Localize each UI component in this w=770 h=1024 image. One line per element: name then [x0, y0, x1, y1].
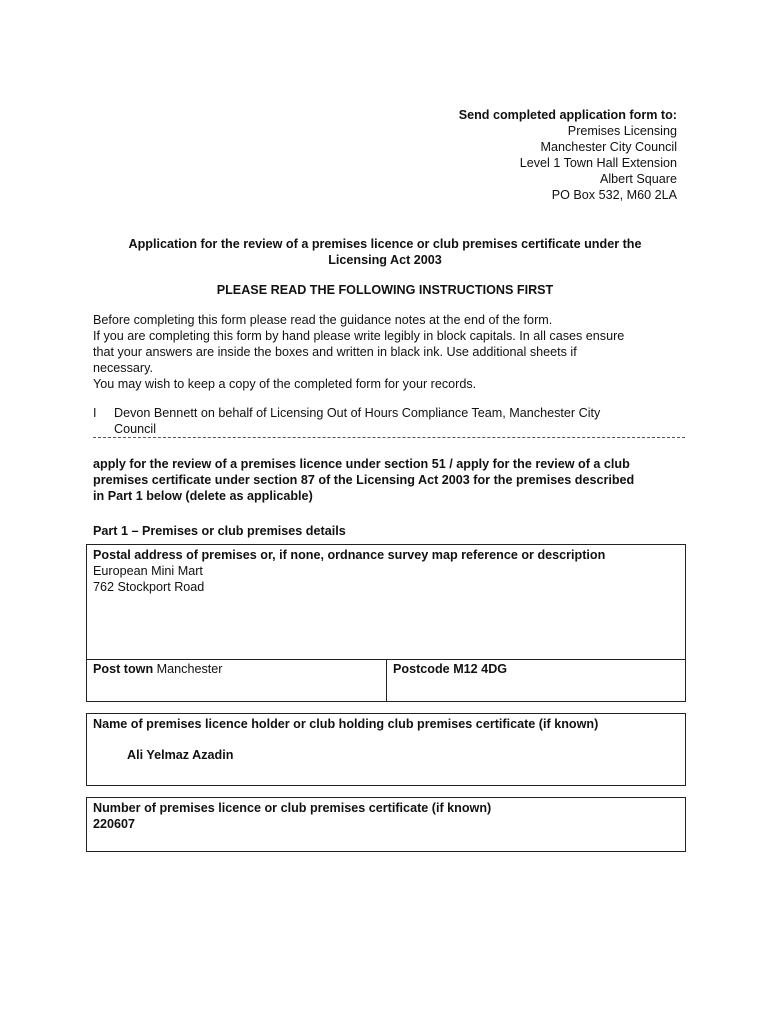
instructions-text [93, 312, 683, 392]
form-title-line: Application for the review of a premises licence or club premises certificate under the [128, 237, 642, 251]
licence-number-value: 220607 [93, 817, 136, 831]
applicant-field[interactable] [93, 405, 685, 438]
instruction-line: that your answers are inside the boxes and written in black ink. Use additional sheets if [93, 345, 577, 359]
instruction-line: Before completing this form please read the guidance notes at the end of the form. [93, 313, 553, 327]
part1-heading: Part 1 – Premises or club premises details [93, 524, 346, 538]
postcode-label: Postcode [393, 662, 450, 676]
licence-number-label: Number of premises licence or club premises certificate (if known) [93, 801, 492, 815]
licence-holder-box[interactable] [86, 713, 686, 786]
premises-address-label: Postal address of premises or, if none, ordnance survey map reference or description [93, 548, 606, 562]
instruction-line: If you are completing this form by hand please write legibly in block capitals. In all cases ensure [93, 329, 625, 343]
send-to-line: Premises Licensing [567, 124, 677, 138]
apply-statement-line: apply for the review of a premises licence under section 51 / apply for the review of a club [93, 457, 630, 471]
box-divider [386, 659, 387, 701]
licence-number-box[interactable] [86, 797, 686, 852]
post-town-value: Manchester [156, 662, 223, 676]
instruction-line: necessary. [93, 361, 153, 375]
apply-statement-line: premises certificate under section 87 of the Licensing Act 2003 for the premises described [93, 473, 635, 487]
premises-address-box[interactable] [86, 544, 686, 702]
premises-address-line: 762 Stockport Road [93, 580, 205, 594]
applicant-name [114, 405, 674, 437]
postcode-value: M12 4DG [453, 662, 508, 676]
postcode-field[interactable] [393, 661, 507, 677]
instruction-line: You may wish to keep a copy of the completed form for your records. [93, 377, 477, 391]
send-to-line: Manchester City Council [540, 140, 677, 154]
form-title [93, 236, 677, 268]
post-town-field[interactable] [93, 661, 222, 677]
send-to-heading: Send completed application form to: [458, 108, 677, 122]
instructions-heading: PLEASE READ THE FOLLOWING INSTRUCTIONS FIRST [216, 283, 554, 297]
applicant-prefix: I [93, 406, 97, 420]
send-to-line: Level 1 Town Hall Extension [519, 156, 677, 170]
applicant-name-line: Devon Bennett on behalf of Licensing Out of Hours Compliance Team, Manchester City [114, 406, 601, 420]
premises-address-content [93, 547, 605, 595]
post-town-label: Post town [93, 662, 154, 676]
send-to-line: PO Box 532, M60 2LA [551, 188, 677, 202]
send-to-line: Albert Square [599, 172, 677, 186]
send-to-address [357, 107, 677, 203]
premises-address-line: European Mini Mart [93, 564, 203, 578]
apply-statement [93, 456, 693, 504]
licence-holder-label: Name of premises licence holder or club holding club premises certificate (if known) [93, 717, 599, 731]
applicant-name-line: Council [114, 422, 156, 436]
licence-holder-value: Ali Yelmaz Azadin [127, 748, 234, 762]
apply-statement-line: in Part 1 below (delete as applicable) [93, 489, 313, 503]
form-title-line: Licensing Act 2003 [328, 253, 442, 267]
